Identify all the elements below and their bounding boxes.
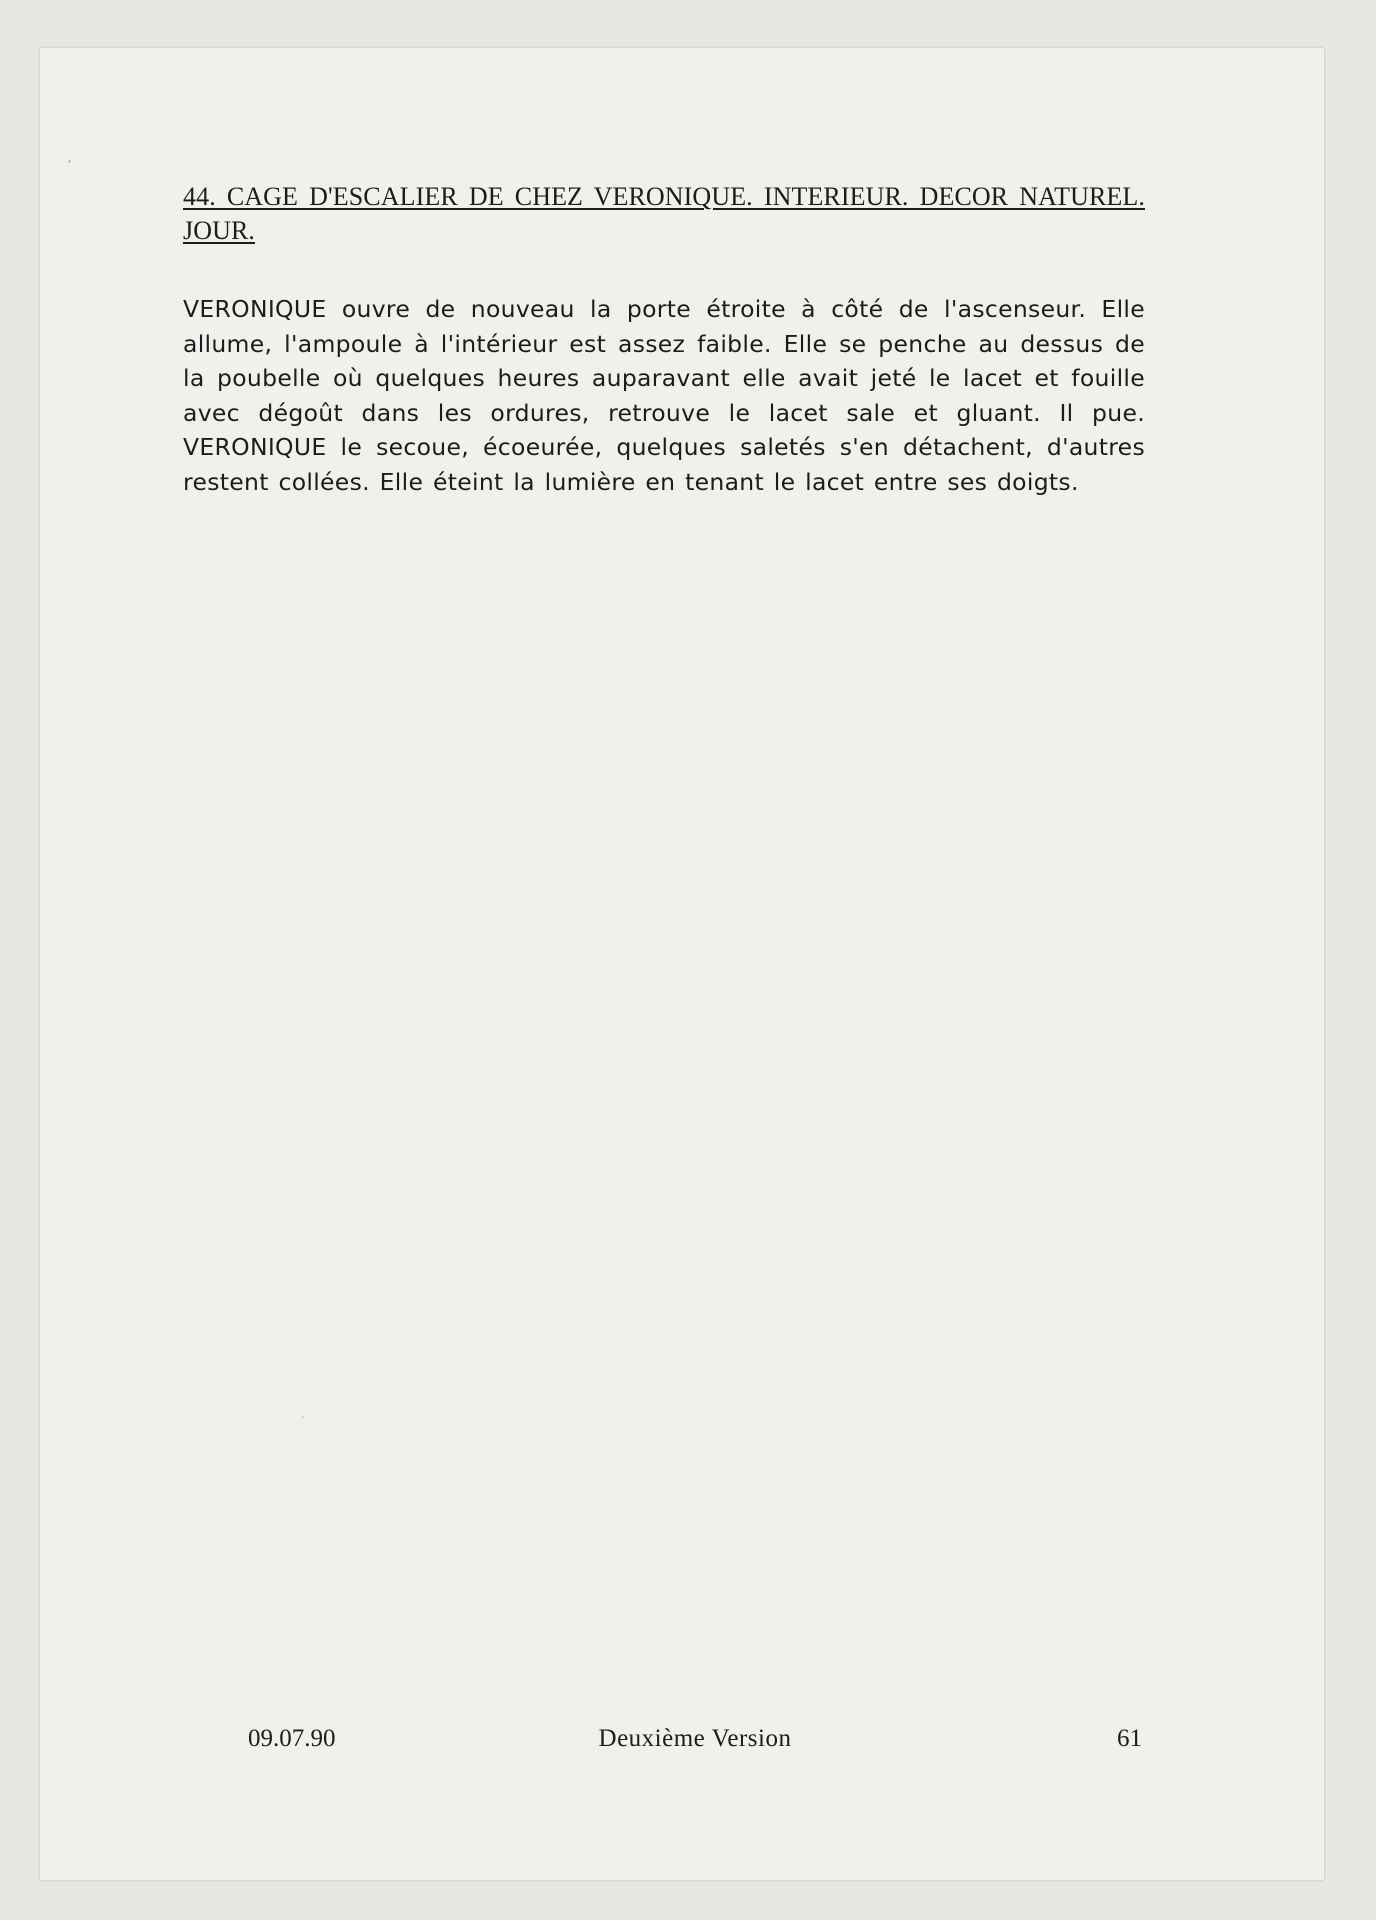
paper-speck — [302, 1416, 304, 1418]
page-footer — [248, 1725, 1142, 1759]
footer-version: Deuxième Version — [598, 1725, 792, 1752]
scene-heading: 44. CAGE D'ESCALIER DE CHEZ VERONIQUE. INTERIEUR. DECOR NATUREL. JOUR. — [183, 182, 1145, 245]
scene-description: VERONIQUE ouvre de nouveau la porte étroite à côté de l'ascenseur. Elle allume, l'ampoule à l'intérieur est assez faible. Elle se penche au dessus de la poubelle où quelques heures auparavant elle avait jeté le lacet et fouille avec dégoût dans les ordures, retrouve le lacet sale et gluant. Il pue. VERONIQUE le secoue, écoeurée, quelques saletés s'en détachent, d'autres restent collées. Elle éteint la lumière en tenant le lacet entre ses doigts. — [183, 295, 1145, 496]
script-scene — [183, 180, 1145, 499]
page-number: 61 — [1117, 1725, 1142, 1752]
footer-date: 09.07.90 — [248, 1725, 336, 1752]
paper-speck — [68, 160, 71, 163]
